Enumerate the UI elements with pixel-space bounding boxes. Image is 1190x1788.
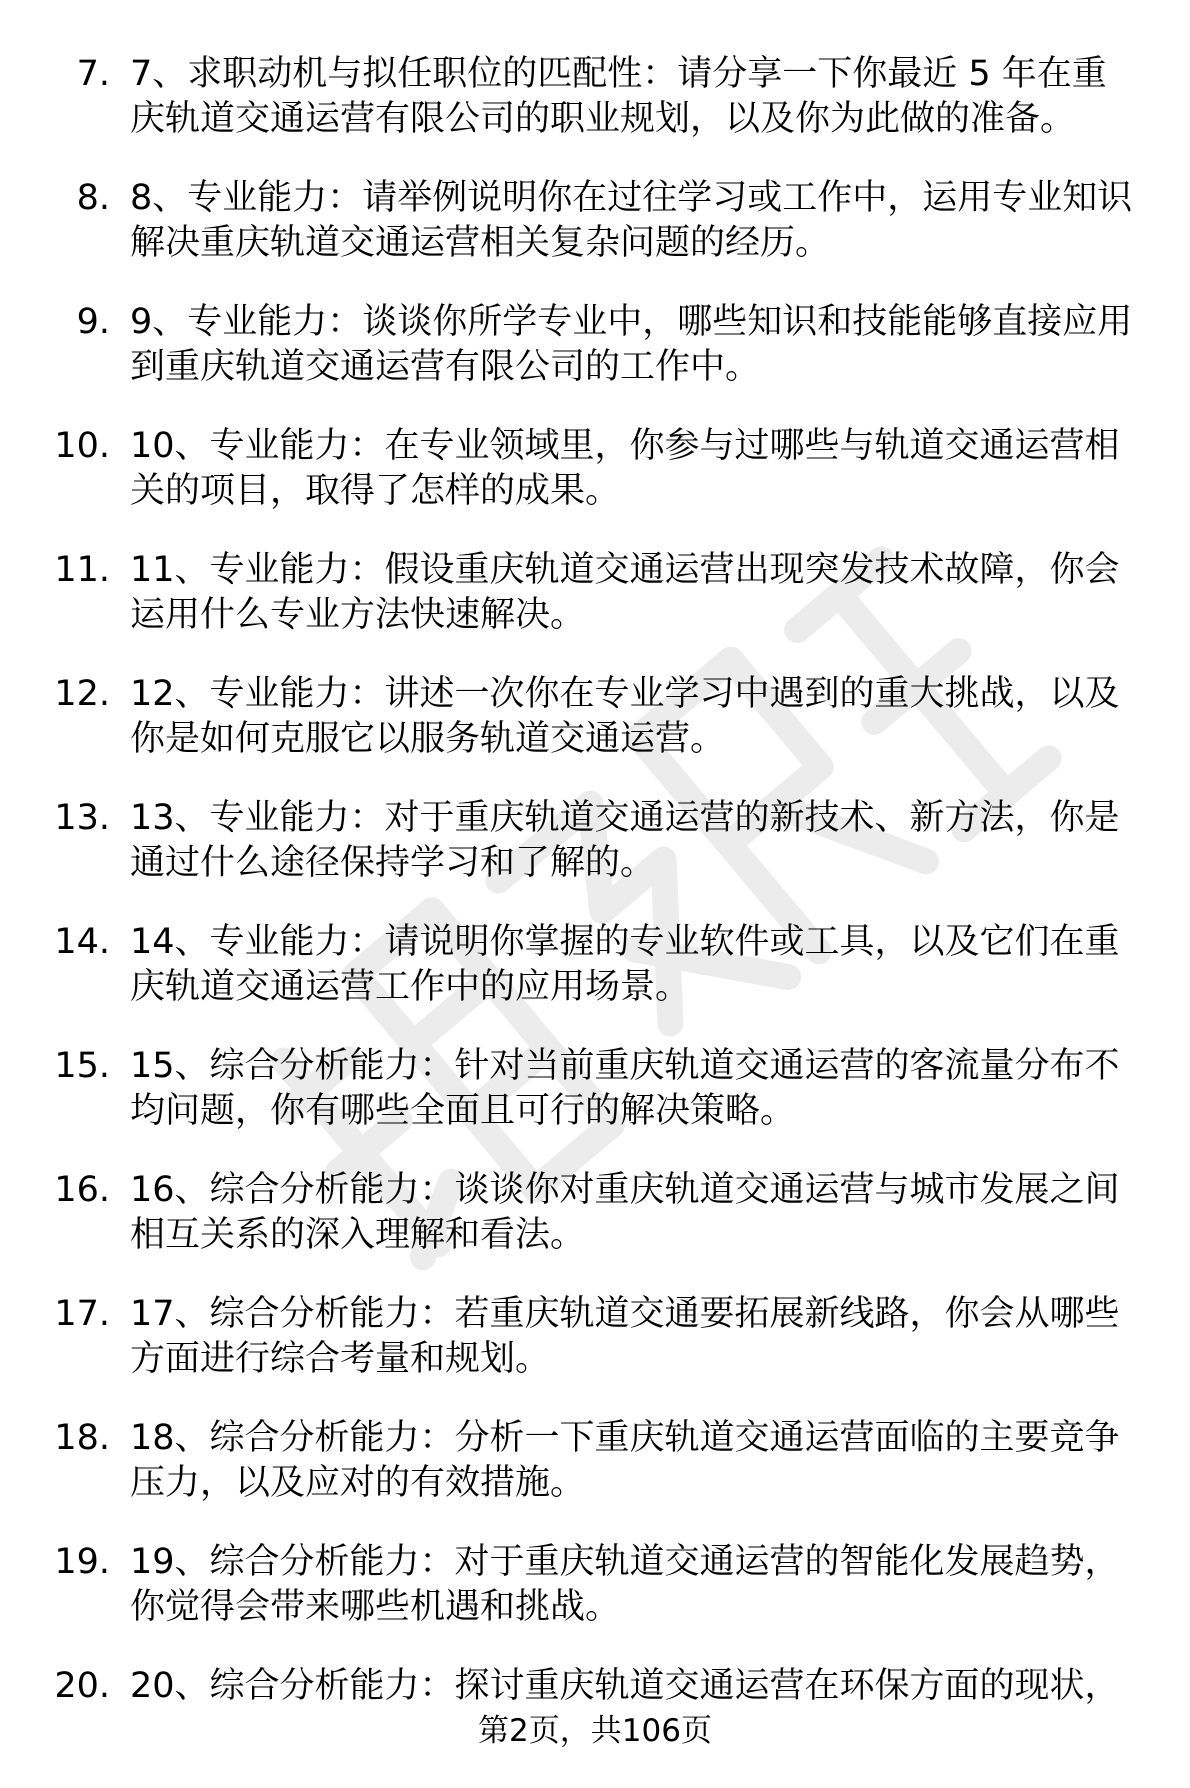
list-item bbox=[0, 176, 1190, 300]
list-item bbox=[0, 300, 1190, 424]
list-item bbox=[0, 424, 1190, 548]
item-text: 14、专业能力：请说明你掌握的专业软件或工具，以及它们在重 庆轨道交通运营工作中的应用场景。 bbox=[130, 922, 1120, 1007]
list-item bbox=[0, 920, 1190, 1044]
item-text: 7、求职动机与拟任职位的匹配性：请分享一下你最近 5 年在重 庆轨道交通运营有限公司的职业规划，以及你为此做的准备。 bbox=[130, 54, 1107, 139]
item-number: 15. bbox=[54, 1046, 110, 1086]
item-text: 20、综合分析能力：探讨重庆轨道交通运营在环保方面的现状， bbox=[130, 1666, 1120, 1706]
list-item bbox=[0, 1540, 1190, 1664]
list-item bbox=[0, 52, 1190, 176]
item-text: 12、专业能力：讲述一次你在专业学习中遇到的重大挑战，以及 你是如何克服它以服务轨道交通运营。 bbox=[130, 674, 1120, 759]
list-item bbox=[0, 672, 1190, 796]
list-item bbox=[0, 1416, 1190, 1540]
item-text: 16、综合分析能力：谈谈你对重庆轨道交通运营与城市发展之间 相互关系的深入理解和看法。 bbox=[130, 1170, 1120, 1255]
list-item bbox=[0, 1044, 1190, 1168]
item-number: 16. bbox=[54, 1170, 110, 1210]
list-item bbox=[0, 1292, 1190, 1416]
list-item bbox=[0, 1168, 1190, 1292]
item-text: 18、综合分析能力：分析一下重庆轨道交通运营面临的主要竞争 压力，以及应对的有效措施。 bbox=[130, 1418, 1120, 1503]
item-text: 13、专业能力：对于重庆轨道交通运营的新技术、新方法，你是 通过什么途径保持学习和了解的。 bbox=[130, 798, 1120, 883]
item-number: 18. bbox=[54, 1418, 110, 1458]
item-text: 10、专业能力：在专业领域里，你参与过哪些与轨道交通运营相 关的项目，取得了怎样的成果。 bbox=[130, 426, 1120, 511]
list-item bbox=[0, 796, 1190, 920]
item-number: 9. bbox=[76, 302, 110, 342]
item-number: 7. bbox=[76, 54, 110, 94]
item-number: 17. bbox=[54, 1294, 110, 1334]
item-number: 19. bbox=[54, 1542, 110, 1582]
item-text: 8、专业能力：请举例说明你在过往学习或工作中，运用专业知识 解决重庆轨道交通运营相关复杂问题的经历。 bbox=[130, 178, 1133, 263]
item-text: 17、综合分析能力：若重庆轨道交通要拓展新线路，你会从哪些 方面进行综合考量和规划。 bbox=[130, 1294, 1120, 1379]
item-number: 14. bbox=[54, 922, 110, 962]
item-number: 12. bbox=[54, 674, 110, 714]
item-number: 20. bbox=[54, 1666, 110, 1706]
item-number: 11. bbox=[54, 550, 110, 590]
page-number: 第2页，共106页 bbox=[478, 1713, 712, 1749]
item-number: 10. bbox=[54, 426, 110, 466]
item-number: 13. bbox=[54, 798, 110, 838]
item-text: 19、综合分析能力：对于重庆轨道交通运营的智能化发展趋势， 你觉得会带来哪些机遇和挑战。 bbox=[130, 1542, 1120, 1627]
item-text: 15、综合分析能力：针对当前重庆轨道交通运营的客流量分布不 均问题，你有哪些全面且可行的解决策略。 bbox=[130, 1046, 1120, 1131]
item-number: 8. bbox=[76, 178, 110, 218]
item-text: 9、专业能力：谈谈你所学专业中，哪些知识和技能能够直接应用 到重庆轨道交通运营有限公司的工作中。 bbox=[130, 302, 1133, 387]
list-item bbox=[0, 548, 1190, 672]
item-text: 11、专业能力：假设重庆轨道交通运营出现突发技术故障，你会 运用什么专业方法快速解决。 bbox=[130, 550, 1120, 635]
question-list bbox=[0, 52, 1190, 1788]
